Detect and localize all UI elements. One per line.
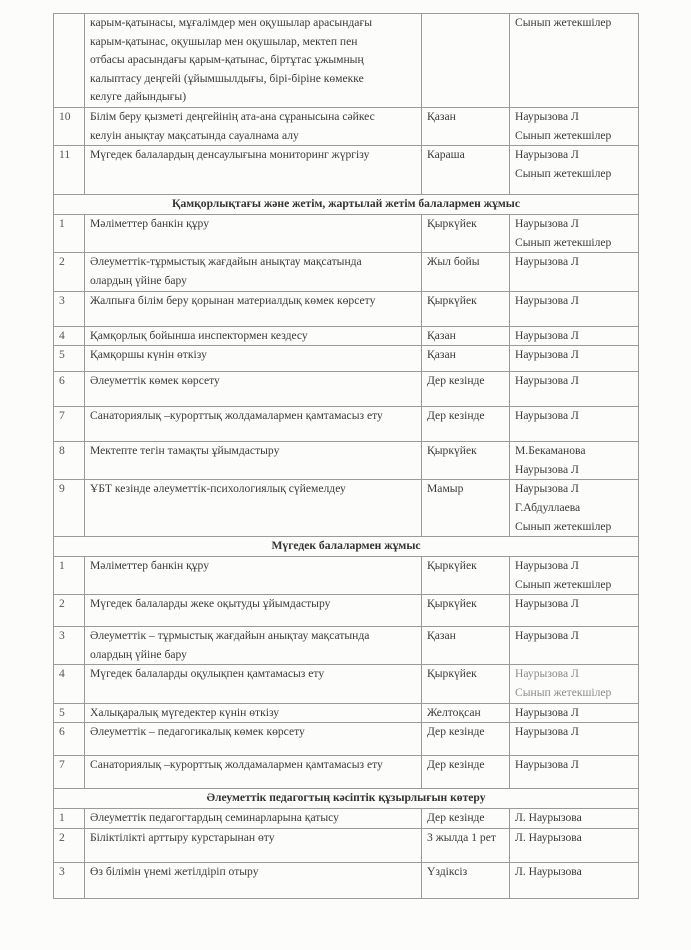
row-time <box>422 14 510 108</box>
responsible-line: Л. Наурызова <box>515 864 582 878</box>
responsible-line: Наурызова Л <box>515 255 579 269</box>
table-row <box>54 326 639 346</box>
row-responsible <box>510 107 639 145</box>
table-row <box>54 557 639 595</box>
activity-line: Өз білімін үнемі жетілдіріп отыру <box>90 864 259 878</box>
responsible-line: Сынып жетекшілер <box>515 128 612 142</box>
activity-line: келуін анықтау мақсатында сауалнама алу <box>90 128 299 142</box>
row-time: Дер кезінде <box>422 756 510 789</box>
row-responsible <box>510 557 639 595</box>
responsible-line: Наурызова Л <box>515 217 579 231</box>
responsible-line: Наурызова Л <box>515 705 579 719</box>
row-time: Желтоқсан <box>422 703 510 723</box>
responsible-line: Л. Наурызова <box>515 830 582 844</box>
row-time: Жыл бойы <box>422 253 510 291</box>
responsible-line: Наурызова Л <box>515 462 579 476</box>
row-time: Қыркүйек <box>422 215 510 253</box>
responsible-line: Наурызова Л <box>515 148 579 162</box>
activity-line: Қамқорлық бойынша инспектормен кездесу <box>90 328 308 342</box>
row-time: 3 жылда 1 рет <box>422 828 510 862</box>
activity-line: ҰБТ кезінде әлеуметтік-психологиялық сүйемелдеу <box>90 482 346 496</box>
responsible-line: Сынып жетекшілер <box>515 16 612 29</box>
row-number: 9 <box>54 480 85 537</box>
row-activity <box>85 557 422 595</box>
row-activity <box>85 862 422 898</box>
section-title: Әлеуметтік педагогтың кәсіптік құзырлығын көтеру <box>54 789 639 809</box>
activity-line: Мектепте тегін тамақты ұйымдастыру <box>90 444 280 458</box>
row-time: Дер кезінде <box>422 723 510 756</box>
row-activity <box>85 627 422 665</box>
table-row <box>54 14 639 108</box>
responsible-line: Наурызова Л <box>515 293 579 307</box>
row-number: 1 <box>54 809 85 829</box>
row-responsible <box>510 346 639 372</box>
responsible-line: Наурызова Л <box>515 109 579 123</box>
responsible-line: Сынып жетекшілер <box>515 577 612 591</box>
row-number: 1 <box>54 215 85 253</box>
row-number: 8 <box>54 442 85 480</box>
row-activity <box>85 407 422 442</box>
table-row <box>54 756 639 789</box>
sections-body <box>54 195 639 899</box>
row-activity <box>85 828 422 862</box>
responsible-line: М.Бекаманова <box>515 444 586 458</box>
row-time: Қыркүйек <box>422 557 510 595</box>
responsible-line: Сынып жетекшілер <box>515 519 612 533</box>
responsible-line: Г.Абдуллаева <box>515 500 581 514</box>
row-responsible <box>510 828 639 862</box>
row-time: Қазан <box>422 627 510 665</box>
table-row <box>54 146 639 195</box>
row-number: 2 <box>54 828 85 862</box>
section-header-row <box>54 789 639 809</box>
row-number: 7 <box>54 756 85 789</box>
row-time: Қыркүйек <box>422 291 510 326</box>
activity-line: Әлеуметтік – тұрмыстық жағдайын анықтау мақсатында <box>90 629 370 643</box>
row-time: Қыркүйек <box>422 595 510 627</box>
table-row <box>54 627 639 665</box>
row-activity <box>85 291 422 326</box>
row-responsible <box>510 291 639 326</box>
activity-line: Мәліметтер банкін құру <box>90 217 209 231</box>
row-responsible <box>510 253 639 291</box>
activity-line: Әлеуметтік – педагогикалық көмек көрсету <box>90 725 305 739</box>
row-responsible <box>510 665 639 703</box>
row-time: Дер кезінде <box>422 809 510 829</box>
row-activity <box>85 372 422 407</box>
row-responsible <box>510 595 639 627</box>
activity-line: келуге дайындығы) <box>90 90 187 104</box>
activity-line: Әлеуметтік педагогтардың семинарларына қатысу <box>90 811 339 825</box>
row-number: 1 <box>54 557 85 595</box>
row-responsible <box>510 627 639 665</box>
activity-line: отбасы арасындағы қарым-қатынас, біртұтас ұжымның <box>90 53 364 67</box>
table-row <box>54 215 639 253</box>
activity-line: Санаториялық –курорттық жолдамалармен қамтамасыз ету <box>90 409 383 423</box>
responsible-line: Наурызова Л <box>515 725 579 739</box>
table-row <box>54 595 639 627</box>
row-activity <box>85 442 422 480</box>
responsible-line: Наурызова Л <box>515 667 579 681</box>
row-time: Үздіксіз <box>422 862 510 898</box>
row-number: 6 <box>54 723 85 756</box>
row-responsible <box>510 862 639 898</box>
row-number: 11 <box>54 146 85 195</box>
row-time: Қыркүйек <box>422 665 510 703</box>
row-responsible <box>510 723 639 756</box>
row-number: 7 <box>54 407 85 442</box>
responsible-line: Наурызова Л <box>515 629 579 643</box>
row-time: Қазан <box>422 346 510 372</box>
activity-line: карым-қатынасы, мұғалімдер мен оқушылар арасындағы <box>90 16 372 29</box>
responsible-line: Л. Наурызова <box>515 811 582 825</box>
row-activity <box>85 809 422 829</box>
row-number: 10 <box>54 107 85 145</box>
row-number <box>54 14 85 108</box>
responsible-line: Наурызова Л <box>515 559 579 573</box>
responsible-line: Наурызова Л <box>515 348 579 362</box>
activity-line: калыптасу деңгейі (ұйымшылдығы, бірі-біріне көмекке <box>90 71 364 85</box>
activity-line: Қамқоршы күнін өткізу <box>90 348 207 362</box>
row-activity <box>85 346 422 372</box>
section-title: Қамқорлықтағы және жетім, жартылай жетім балалармен жұмыс <box>54 195 639 215</box>
responsible-line: Наурызова Л <box>515 482 579 496</box>
row-number: 3 <box>54 627 85 665</box>
row-responsible <box>510 756 639 789</box>
table-row <box>54 107 639 145</box>
table-row <box>54 291 639 326</box>
section-header-row <box>54 195 639 215</box>
row-number: 3 <box>54 291 85 326</box>
responsible-line: Наурызова Л <box>515 409 579 423</box>
row-number: 4 <box>54 326 85 346</box>
row-activity <box>85 723 422 756</box>
responsible-line: Наурызова Л <box>515 597 579 611</box>
table-row <box>54 723 639 756</box>
row-responsible <box>510 407 639 442</box>
activity-line: Мәліметтер банкін құру <box>90 559 209 573</box>
row-time: Мамыр <box>422 480 510 537</box>
row-activity <box>85 756 422 789</box>
row-responsible <box>510 442 639 480</box>
table-row <box>54 862 639 898</box>
row-time: Қазан <box>422 326 510 346</box>
responsible-line: Сынып жетекшілер <box>515 235 612 249</box>
row-activity <box>85 480 422 537</box>
table-row <box>54 828 639 862</box>
table-row <box>54 407 639 442</box>
activity-line: карым-қатынас, оқушылар мен оқушылар, мектеп пен <box>90 34 358 48</box>
row-activity <box>85 595 422 627</box>
row-responsible <box>510 703 639 723</box>
activity-line: Жалпыға білім беру қорынан материалдық көмек көрсету <box>90 293 376 307</box>
table-row <box>54 253 639 291</box>
row-activity <box>85 14 422 108</box>
row-number: 3 <box>54 862 85 898</box>
row-activity <box>85 146 422 195</box>
row-time: Қазан <box>422 107 510 145</box>
row-responsible <box>510 809 639 829</box>
section-header-row <box>54 537 639 557</box>
activity-line: Мүгедек балаларды оқулықпен қамтамасыз ету <box>90 667 325 681</box>
activity-line: Санаториялық –курорттық жолдамалармен қамтамасыз ету <box>90 758 383 772</box>
activity-line: олардың үйіне бару <box>90 647 187 661</box>
row-number: 5 <box>54 346 85 372</box>
activity-line: Мүгедек балалардың денсаулығына мониторинг жүргізу <box>90 148 370 162</box>
activity-line: Білім беру қызметі деңгейінің ата-ана сұранысына сәйкес <box>90 109 375 123</box>
activity-line: Біліктілікті арттыру курстарынан өту <box>90 830 275 844</box>
row-responsible <box>510 14 639 108</box>
table-row <box>54 703 639 723</box>
section-title: Мүгедек балалармен жұмыс <box>54 537 639 557</box>
row-time: Караша <box>422 146 510 195</box>
responsible-line: Наурызова Л <box>515 758 579 772</box>
row-activity <box>85 215 422 253</box>
responsible-line: Сынып жетекшілер <box>515 686 612 700</box>
row-responsible <box>510 215 639 253</box>
activity-line: Әлеуметтік көмек көрсету <box>90 374 220 388</box>
responsible-line: Сынып жетекшілер <box>515 166 612 180</box>
responsible-line: Наурызова Л <box>515 374 579 388</box>
row-responsible <box>510 480 639 537</box>
row-activity <box>85 703 422 723</box>
row-time: Қыркүйек <box>422 442 510 480</box>
row-activity <box>85 253 422 291</box>
activity-line: олардың үйіне бару <box>90 273 187 287</box>
table-row <box>54 442 639 480</box>
row-responsible <box>510 372 639 407</box>
row-activity <box>85 326 422 346</box>
activity-line: Халықаралық мүгедектер күнін өткізу <box>90 705 280 719</box>
row-time: Дер кезінде <box>422 407 510 442</box>
row-time: Дер кезінде <box>422 372 510 407</box>
table-row <box>54 480 639 537</box>
table-row <box>54 372 639 407</box>
work-plan-table <box>53 13 639 899</box>
row-responsible <box>510 146 639 195</box>
row-activity <box>85 107 422 145</box>
row-number: 2 <box>54 595 85 627</box>
row-responsible <box>510 326 639 346</box>
table-row <box>54 809 639 829</box>
row-number: 6 <box>54 372 85 407</box>
row-number: 5 <box>54 703 85 723</box>
activity-line: Мүгедек балаларды жеке оқытуды ұйымдастыру <box>90 597 331 611</box>
row-activity <box>85 665 422 703</box>
row-number: 4 <box>54 665 85 703</box>
table-row <box>54 346 639 372</box>
activity-line: Әлеуметтік-тұрмыстық жағдайын анықтау мақсатында <box>90 255 362 269</box>
row-number: 2 <box>54 253 85 291</box>
table-row <box>54 665 639 703</box>
responsible-line: Наурызова Л <box>515 328 579 342</box>
